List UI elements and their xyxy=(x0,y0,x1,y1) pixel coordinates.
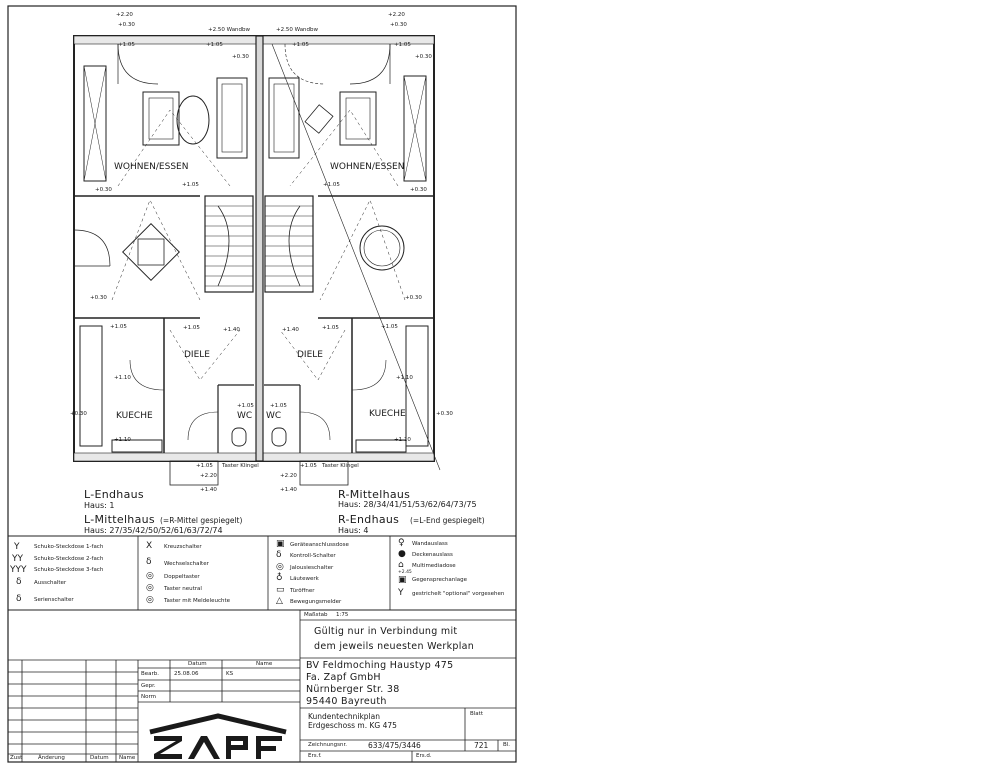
legend-label: gestrichelt "optional" vorgesehen xyxy=(412,591,505,597)
socket-double-icon: YY xyxy=(12,554,23,564)
room-label-kitchen-left: KUECHE xyxy=(116,411,153,421)
intercom-icon: ▣ xyxy=(398,575,407,585)
legend-label: Schuko-Steckdose 1-fach xyxy=(34,544,104,550)
height-mark: +1.05 xyxy=(292,42,309,48)
height-mark: +1.10 xyxy=(394,437,411,443)
validity-note-line1: Gültig nur in Verbindung mit xyxy=(314,626,458,637)
legend-label: Jalousieschalter xyxy=(290,565,334,571)
height-mark: +1.10 xyxy=(114,375,131,381)
outer-walls xyxy=(74,36,434,461)
height-mark: +2.20 xyxy=(388,12,405,18)
replacement-for-label: Ers.f. xyxy=(308,753,322,759)
room-label-hall-left: DIELE xyxy=(184,350,210,360)
height-mark: +0.30 xyxy=(90,295,107,301)
bearb-date: 25.08.06 xyxy=(174,671,199,677)
r-mittelhaus-numbers: Haus: 28/34/41/51/53/62/64/73/75 xyxy=(338,500,477,509)
project-name: BV Feldmoching Haustyp 475 xyxy=(306,660,454,671)
socket-single-icon: Y xyxy=(14,542,20,552)
height-mark: +1.10 xyxy=(114,437,131,443)
room-label-living-right: WOHNEN/ESSEN xyxy=(330,162,405,172)
door-opener-icon: ▭ xyxy=(276,585,285,595)
height-mark: +1.05 xyxy=(183,325,200,331)
l-mittelhaus-numbers: Haus: 27/35/42/50/52/61/63/72/74 xyxy=(84,526,223,535)
bell-icon: ♁ xyxy=(276,573,283,583)
r-endhaus-title: R-Endhaus xyxy=(338,513,400,526)
room-label-wc-right: WC xyxy=(266,411,282,421)
legend-label: Taster mit Meldeleuchte xyxy=(164,598,231,604)
height-mark: +1.05 xyxy=(237,403,254,409)
legend-sub-height: +2.45 xyxy=(398,570,412,575)
legend-label: Multimediadose xyxy=(412,563,456,569)
height-mark: +0.30 xyxy=(95,187,112,193)
height-mark: +1.05 xyxy=(196,463,213,469)
device-outlet-icon: ▣ xyxy=(276,539,285,549)
gepr-label: Gepr. xyxy=(141,683,156,689)
height-mark: +1.05 xyxy=(322,325,339,331)
doorbell-label-left: Taster Klingel xyxy=(222,463,259,469)
height-mark: +0.30 xyxy=(390,22,407,28)
height-mark: +1.40 xyxy=(223,327,240,333)
height-mark: +2.50 Wandbw xyxy=(276,27,319,33)
legend-label: Gegensprechanlage xyxy=(412,577,468,583)
height-mark: +1.05 xyxy=(381,324,398,330)
multimedia-outlet-icon: ⌂ xyxy=(398,560,404,570)
double-button-icon: ◎ xyxy=(146,571,154,581)
room-label-hall-right: DIELE xyxy=(297,350,323,360)
legend-label: Türöffner xyxy=(290,588,315,594)
height-mark: +1.05 xyxy=(110,324,127,330)
l-mittelhaus-title: L-Mittelhaus xyxy=(84,513,155,526)
legend-label: Läutewerk xyxy=(290,576,319,582)
height-mark: +1.05 xyxy=(300,463,317,469)
legend-label: Kreuzschalter xyxy=(164,544,202,550)
height-mark: +0.30 xyxy=(410,187,427,193)
room-label-wc-left: WC xyxy=(237,411,253,421)
l-endhaus-numbers: Haus: 1 xyxy=(84,501,115,510)
zapf-logo xyxy=(150,716,286,759)
legend-label: Bewegungsmelder xyxy=(290,599,342,605)
r-mittelhaus-title: R-Mittelhaus xyxy=(338,488,411,501)
control-switch-icon: δ xyxy=(276,550,282,560)
height-mark: +1.40 xyxy=(200,487,217,493)
height-mark: +1.05 xyxy=(270,403,287,409)
scale-value: 1:75 xyxy=(336,612,349,618)
revision-name-header: Name xyxy=(119,755,136,761)
replaced-by-label: Ers.d. xyxy=(416,753,432,759)
indicator-button-icon: ◎ xyxy=(146,595,154,605)
socket-triple-icon: YYY xyxy=(10,565,27,575)
blatt-label: Blatt xyxy=(470,711,483,717)
height-mark: +1.05 xyxy=(323,182,340,188)
l-endhaus-title: L-Endhaus xyxy=(84,488,144,501)
height-mark: +2.20 xyxy=(280,473,297,479)
height-mark: +0.30 xyxy=(415,54,432,60)
validity-note-line2: dem jeweils neuesten Werkplan xyxy=(314,641,475,652)
sheet-number: 721 xyxy=(474,741,489,750)
blind-switch-icon: ◎ xyxy=(276,562,284,572)
drawing-number-label: Zeichnungsnr. xyxy=(308,742,347,748)
optional-socket-icon: Y xyxy=(398,588,404,598)
doorbell-label-right: Taster Klingel xyxy=(322,463,359,469)
revision-date-header: Datum xyxy=(90,755,109,761)
ceiling-outlet-icon: ● xyxy=(398,549,406,559)
legend-label: Wechselschalter xyxy=(164,561,209,567)
height-mark: +1.05 xyxy=(182,182,199,188)
height-mark: +1.05 xyxy=(394,42,411,48)
height-mark: +2.20 xyxy=(116,12,133,18)
legend-label: Taster neutral xyxy=(164,586,202,592)
legend-label: Wandauslass xyxy=(412,541,448,547)
room-label-kitchen-right: KUECHE xyxy=(369,409,406,419)
legend-label: Serienschalter xyxy=(34,597,74,603)
height-mark: +0.30 xyxy=(118,22,135,28)
wall-outlet-icon: ♀ xyxy=(398,538,405,548)
date-column-header: Datum xyxy=(188,661,207,667)
scale-label: Maßstab xyxy=(304,612,328,618)
height-mark: +2.50 Wandbw xyxy=(208,27,251,33)
height-mark: +1.05 xyxy=(118,42,135,48)
name-column-header: Name xyxy=(256,661,273,667)
legend-label: Ausschalter xyxy=(34,580,67,586)
drawing-subtitle: Erdgeschoss m. KG 475 xyxy=(308,721,397,730)
series-switch-icon: δ xyxy=(16,594,22,604)
legend-label: Kontroll-Schalter xyxy=(290,553,336,559)
revision-zust-header: Zust xyxy=(10,755,23,761)
r-endhaus-note: (=L-End gespiegelt) xyxy=(410,516,485,525)
room-label-living-left: WOHNEN/ESSEN xyxy=(114,162,189,172)
norm-label: Norm xyxy=(141,694,157,700)
company-city: 95440 Bayreuth xyxy=(306,696,387,707)
drawing-number: 633/475/3446 xyxy=(368,741,421,750)
bearb-label: Bearb. xyxy=(141,671,160,677)
l-mittelhaus-note: (=R-Mittel gespiegelt) xyxy=(160,516,243,525)
bearb-name: KS xyxy=(226,671,234,677)
height-mark: +1.40 xyxy=(282,327,299,333)
height-mark: +1.40 xyxy=(280,487,297,493)
drawing-title: Kundentechnikplan xyxy=(308,712,380,721)
neutral-button-icon: ◎ xyxy=(146,583,154,593)
legend-label: Schuko-Steckdose 3-fach xyxy=(34,567,104,573)
company-street: Nürnberger Str. 38 xyxy=(306,684,400,695)
legend-label: Schuko-Steckdose 2-fach xyxy=(34,556,104,562)
change-switch-icon: δ xyxy=(146,557,152,567)
revision-change-header: Änderung xyxy=(38,755,65,761)
company-name: Fa. Zapf GmbH xyxy=(306,672,381,683)
height-mark: +1.10 xyxy=(396,375,413,381)
height-mark: +1.05 xyxy=(206,42,223,48)
party-wall xyxy=(256,36,263,461)
height-mark: +0.30 xyxy=(70,411,87,417)
height-mark: +2.20 xyxy=(200,473,217,479)
height-mark: +0.30 xyxy=(232,54,249,60)
cross-switch-icon: X xyxy=(146,541,153,551)
motion-sensor-icon: △ xyxy=(276,596,283,606)
legend-label: Deckenauslass xyxy=(412,552,453,558)
legend-label: Geräteanschlussdose xyxy=(290,542,349,548)
switch-off-icon: δ xyxy=(16,577,22,587)
sheet-unit: Bl. xyxy=(503,742,511,748)
r-endhaus-numbers: Haus: 4 xyxy=(338,526,369,535)
height-mark: +0.30 xyxy=(405,295,422,301)
legend-label: Doppeltaster xyxy=(164,574,200,580)
height-mark: +0.30 xyxy=(436,411,453,417)
